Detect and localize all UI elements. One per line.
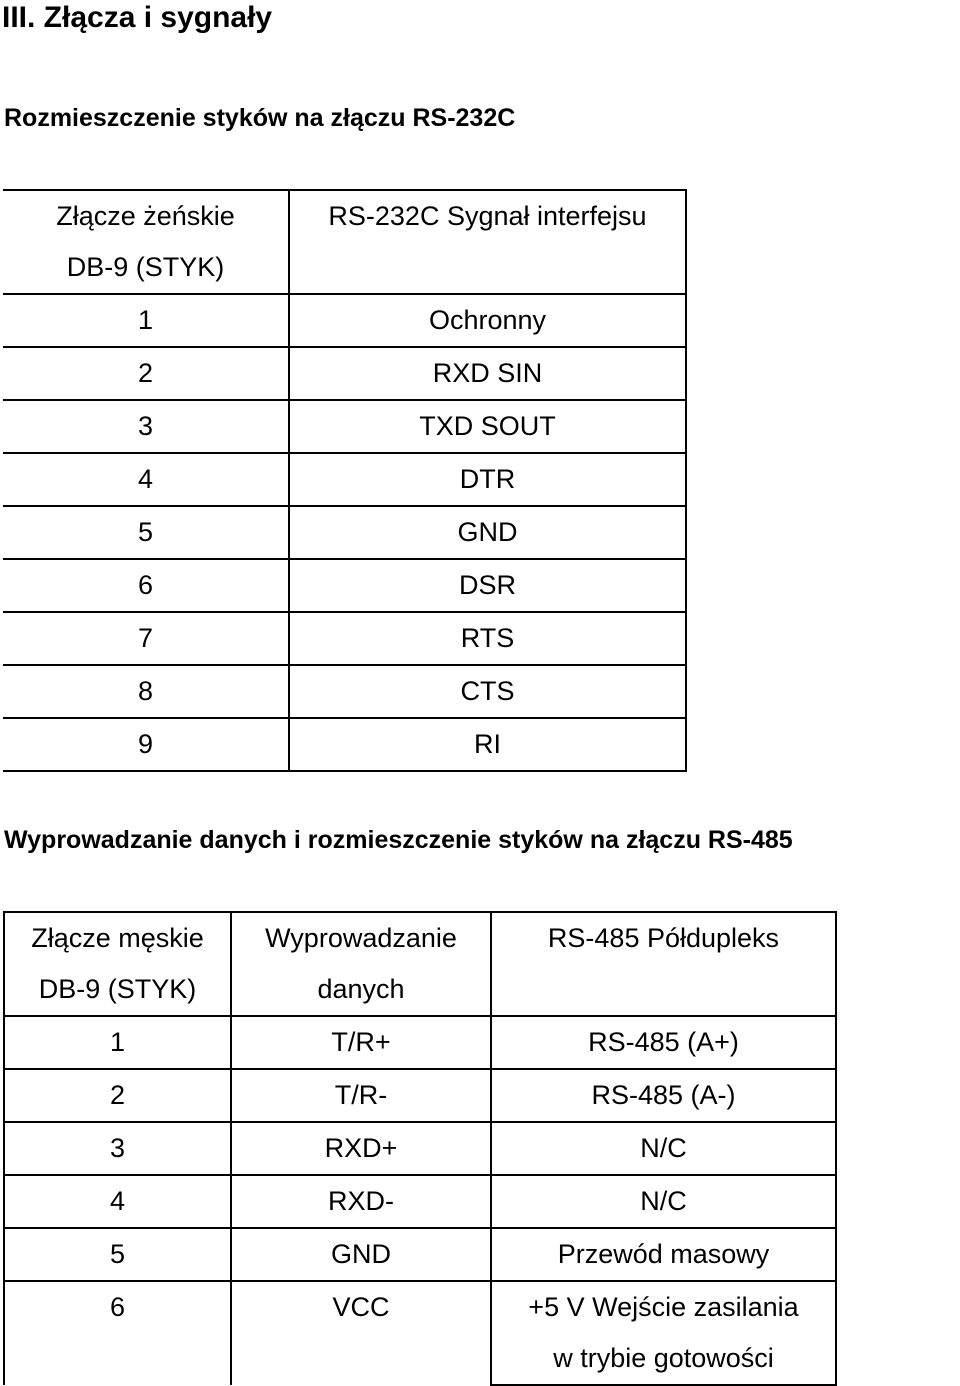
table-row <box>3 453 686 506</box>
output-cell: VCC <box>231 1281 491 1385</box>
table-row <box>4 1016 836 1069</box>
half-duplex-cell: N/C <box>491 1122 836 1175</box>
header-connector-male <box>4 912 231 1016</box>
header-connector-line1: Złącze żeńskie <box>56 201 235 231</box>
signal-cell: DSR <box>289 559 686 612</box>
header-connector-female <box>3 190 289 294</box>
table-row <box>4 1281 836 1385</box>
header-signal: RS-232C Sygnał interfejsu <box>289 190 686 294</box>
header-data-output <box>231 912 491 1016</box>
signal-cell: Ochronny <box>289 294 686 347</box>
rs485-section-title: Wyprowadzanie danych i rozmieszczenie styków na złączu RS-485 <box>4 826 793 854</box>
table-row <box>3 506 686 559</box>
pin-cell: 9 <box>3 718 289 771</box>
header-output-line2: danych <box>317 974 405 1004</box>
signal-cell: CTS <box>289 665 686 718</box>
pin-cell: 5 <box>4 1228 231 1281</box>
signal-cell: DTR <box>289 453 686 506</box>
table-row <box>3 347 686 400</box>
table-header-row <box>3 190 686 294</box>
pin-cell: 1 <box>4 1016 231 1069</box>
pin-cell: 4 <box>4 1175 231 1228</box>
half-duplex-cell: RS-485 (A+) <box>491 1016 836 1069</box>
header-connector-line2: DB-9 (STYK) <box>38 974 197 1004</box>
half-duplex-cell: RS-485 (A-) <box>491 1069 836 1122</box>
output-cell: T/R- <box>231 1069 491 1122</box>
table-row <box>3 612 686 665</box>
pin-cell: 6 <box>3 559 289 612</box>
half-duplex-cell: Przewód masowy <box>491 1228 836 1281</box>
table-header-row <box>4 912 836 1016</box>
signal-cell: GND <box>289 506 686 559</box>
table-row <box>4 1175 836 1228</box>
output-cell: GND <box>231 1228 491 1281</box>
pin-cell: 2 <box>3 347 289 400</box>
output-cell: T/R+ <box>231 1016 491 1069</box>
table-row <box>3 294 686 347</box>
pin-cell: 8 <box>3 665 289 718</box>
pin-cell: 7 <box>3 612 289 665</box>
pin-cell: 5 <box>3 506 289 559</box>
rs232-section-title: Rozmieszczenie styków na złączu RS-232C <box>4 104 516 132</box>
table-row <box>3 718 686 771</box>
pin-cell: 3 <box>4 1122 231 1175</box>
table-row <box>4 1122 836 1175</box>
signal-cell: RI <box>289 718 686 771</box>
half-duplex-line1: +5 V Wejście zasilania <box>528 1292 799 1322</box>
output-cell: RXD+ <box>231 1122 491 1175</box>
header-connector-line1: Złącze męskie <box>31 923 204 953</box>
table-row <box>3 559 686 612</box>
header-output-line1: Wyprowadzanie <box>265 923 457 953</box>
pin-cell: 1 <box>3 294 289 347</box>
rs485-pinout-table <box>3 911 837 1386</box>
half-duplex-cell <box>491 1281 836 1385</box>
header-connector-line2: DB-9 (STYK) <box>66 252 225 282</box>
chapter-title: III. Złącza i sygnały <box>2 1 273 34</box>
table-row <box>4 1228 836 1281</box>
pin-cell: 4 <box>3 453 289 506</box>
rs232-pinout-table <box>3 189 687 772</box>
signal-cell: RTS <box>289 612 686 665</box>
output-cell: RXD- <box>231 1175 491 1228</box>
half-duplex-cell: N/C <box>491 1175 836 1228</box>
table-row <box>3 665 686 718</box>
header-half-duplex: RS-485 Półdupleks <box>491 912 836 1016</box>
table-row <box>4 1069 836 1122</box>
signal-cell: RXD SIN <box>289 347 686 400</box>
pin-cell: 3 <box>3 400 289 453</box>
pin-cell: 6 <box>4 1281 231 1385</box>
table-row <box>3 400 686 453</box>
pin-cell: 2 <box>4 1069 231 1122</box>
signal-cell: TXD SOUT <box>289 400 686 453</box>
half-duplex-line2: w trybie gotowości <box>553 1343 774 1373</box>
